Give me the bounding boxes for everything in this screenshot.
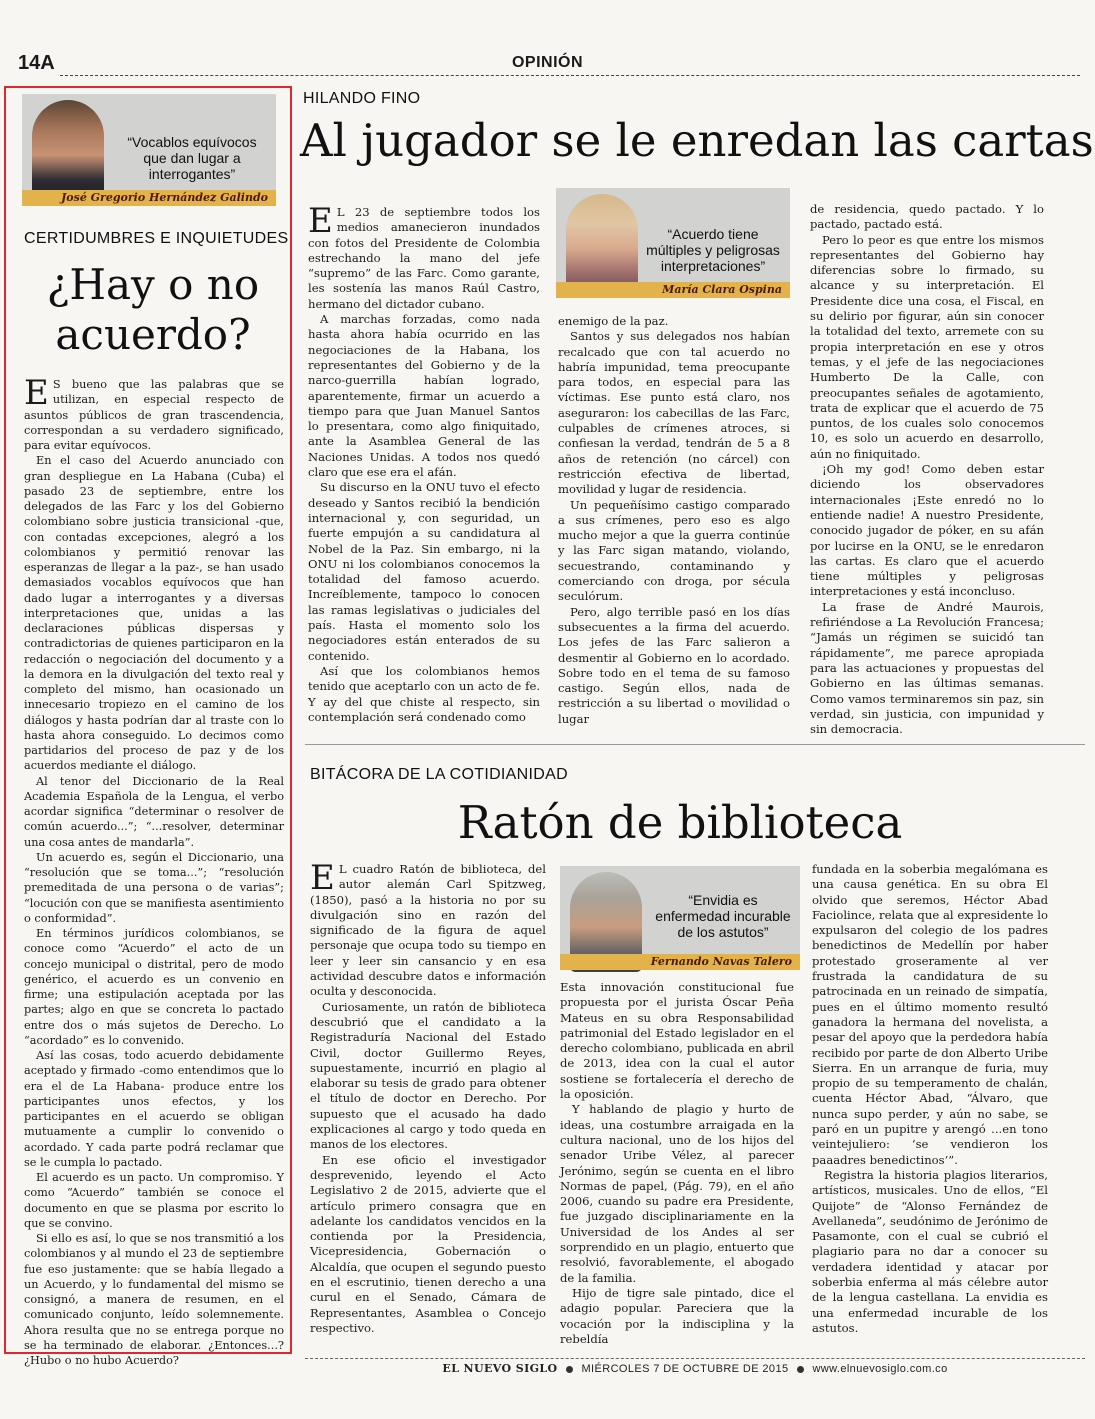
author-portrait (566, 194, 638, 294)
author-byline: José Gregorio Hernández Galindo (22, 190, 276, 206)
drop-cap: E (308, 201, 333, 241)
article-headline: Al jugador se le enredan las cartas (300, 114, 1094, 167)
paragraph: Al tenor del Diccionario de la Real Academia Española de la Lengua, el verbo acordar significa “determinar o resolver de común acuerdo...”; “...resolver, determinar una cosa antes de mandarla”. (24, 774, 284, 849)
paragraph: Así las cosas, todo acuerdo debidamente aceptado y firmado -como entendimos que lo era el de La Habana- produce entre los participantes unos efectos, y los participantes en el acuerdo se obligan mutuamente a cumplir lo convenido o acordado. Y cada parte podrá reclamar que se le cumpla lo pactado. (24, 1049, 284, 1169)
author-portrait (32, 100, 104, 200)
bullet-icon (797, 1366, 804, 1373)
paragraph: Esta innovación constitucional fue propuesta por el jurista Óscar Peña Mateus en su obra Responsabilidad patrimonial del Estado legislador en el derecho colombiano, publicada en abril de 2013, idea con la cual el autor sostiene se fortalecería el derecho de la oposición. (560, 980, 794, 1102)
paragraph: Curiosamente, un ratón de biblioteca descubrió que el candidato a la Registraduría Nacional del Estado Civil, doctor Guillermo Reyes, supuestamente, incurrió en plagio al elaborar su tesis de grado para obtener el título de doctor en Derecho. Por supuesto que el acusado ha dado explicaciones al cargo y todo queda en manos de los electores. (310, 999, 546, 1152)
page-number: 14A (18, 52, 55, 74)
pull-quote: “Acuerdo tiene múltiples y peligrosas interpretaciones” (646, 226, 780, 274)
article-column-2 (558, 314, 790, 736)
paragraph: Pero lo peor es que entre los mismos representantes del Gobierno hay diferencias sobre lo firmado, su alcance y su interpretación. El Presidente dice una cosa, el Fiscal, en su delirio por figurar, aún sin conocer la totalidad del texto, arremete con su propia interpretación en ese y otros temas, y el jefe de las negociaciones Humberto De la Calle, con preocupantes señales de agotamiento, trata de explicar que el acuerdo de 75 puntos, de los cuales solo conocemos 10, es solo un acuerdo en desarrollo, aún no finiquitado. (810, 232, 1044, 461)
article-headline (22, 260, 284, 360)
section-name: OPINIÓN (511, 54, 584, 71)
newspaper-name: EL NUEVO SIGLO (442, 1362, 558, 1375)
paragraph: Santos y sus delegados nos habían recalcado que con tal acuerdo no habría impunidad, tema preocupante para todos, en especial para las víctimas. Ese punto está claro, nos aseguraron: los cabecillas de las Farc, culpables de crímenes atroces, si confiesan la verdad, tendrán de 5 a 8 años de retención (no cárcel) con restricción efectiva de libertad, movilidad y lugar de residencia. (558, 329, 790, 497)
paragraph: En términos jurídicos colombianos, se conoce como “Acuerdo” el acto de un concejo municipal o distrital, pero de modo genérico, el acuerdo es un convenio en firme; una estipulación aceptada por las partes; algo en que se concreta lo pactado entre dos o más sujetos de Derecho. Lo “acordado” es lo convenido. (24, 927, 284, 1047)
author-byline: Fernando Navas Talero (560, 954, 800, 970)
paragraph: E L 23 de septiembre todos los medios amanecieron inundados con fotos del Presidente de Colombia estrechando la mano del jefe “supremo” de las Farc. Como garante, les sostenía las manos Raúl Castro, hermano del dictador cubano. (308, 201, 540, 311)
website-url: www.elnuevosiglo.com.co (812, 1363, 948, 1375)
headline-line-1: ¿Hay o no (46, 260, 260, 309)
column-kicker: BITÁCORA DE LA COTIDIANIDAD (310, 766, 568, 783)
author-photo-card (560, 866, 800, 970)
article-column-3 (812, 862, 1048, 1344)
paragraph: ¡Oh my god! Como deben estar diciendo los observadores internacionales ¡Este enredó no lo entiende nadie! A nuestro Presidente, conocido jugador de póker, en su afán por lucirse en la ONU, se le enredaron las cartas. Es claro que el acuerdo tiene múltiples y peligrosas interpretaciones y está inconcluso. (810, 462, 1044, 599)
author-byline: María Clara Ospina (556, 282, 790, 298)
article-column-1 (310, 858, 546, 1342)
column-kicker: HILANDO FINO (303, 90, 421, 107)
article-column-2 (560, 980, 794, 1346)
paragraph: Así que los colombianos hemos tenido que aceptarlo con un acto de fe. Y ay del que chiste al respecto, sin contemplación será condenado como (308, 663, 540, 724)
paragraph: Pero, algo terrible pasó en los días subsecuentes a la firma del acuerdo. Los jefes de las Farc salieron a desmentir al Gobierno en lo acordado. Sobre todo en el tema de su famoso castigo. Según ellos, nada de restricción a su libertad o movilidad o lugar (558, 604, 790, 726)
drop-cap: E (24, 373, 49, 413)
paragraph: Un pequeñísimo castigo comparado a sus crímenes, pero eso es algo mucho mejor a que la guerra continúe y las Farc sigan matando, violando, secuestrando, contaminando y comerciando con droga, por sécula seculórum. (558, 497, 790, 604)
paragraph: Registra la historia plagios literarios, artísticos, musicales. Uno de ellos, “El Quijote” de “Alonso Fernández de Avellaneda”, seudónimo de Jerónimo de Pasamonte, con el cual se cubrió el plagiario para no dar a conocer su verdadera identidad y atacar por soberbia enferma al más célebre autor de la lengua castellana. La envidia es una enfermedad incurable de los astutos. (812, 1167, 1048, 1335)
paragraph: E L cuadro Ratón de biblioteca, del autor alemán Carl Spitzweg, (1850), pasó a la historia no por su divulgación sino en razón del significado de la figura de aquel personaje que ocupa todo su tiempo en leer y leer sin cansancio y en esa actividad descubre datos e información oculta y desconocida. (310, 858, 546, 999)
paragraph: Y hablando de plagio y hurto de ideas, una costumbre arraigada en la cultura nacional, uno de los hijos del senador Uribe Vélez, al parecer Jerónimo, según se cuenta en el libro Normas de papel, (Pág. 79), en el año 2006, cuando su padre era Presidente, fue juzgado disciplinariamente en la Universidad de los Andes al ser sorprendido en un plagio, entuerto que resolvió, favorablemente, el abogado de la familia. (560, 1102, 794, 1285)
paragraph: Su discurso en la ONU tuvo el efecto deseado y Santos recibió la bendición internacional y, con seguridad, un fuerte empujón a su candidatura al Nobel de la Paz. Sin embargo, ni la ONU ni los colombianos conocemos la totalidad del famoso acuerdo. Increíblemente, tampoco lo conocen las ramas legislativas o judiciales del país. Hasta el momento solo los negociadores están enterados de su contenido. (308, 480, 540, 663)
author-photo-card (556, 188, 790, 298)
paragraph: Un acuerdo es, según el Diccionario, una “resolución que se toma...”; “resolución premeditada de una persona o de varias”; “locución con que se manifiesta asentimiento o conformidad”. (24, 850, 284, 925)
paragraph: En ese oficio el investigador desprevenido, leyendo el Acto Legislativo 2 de 2015, advierte que el artículo primero consagra que en adelante los candidatos vencidos en la contienda por la Presidencia, Vicepresidencia, Gobernación o Alcaldía, que ocupen el segundo puesto en el escrutinio, tienen derecho a una curul en el Senado, Cámara de Representantes, Asamblea o Concejo respectivo. (310, 1152, 546, 1335)
paragraph: El acuerdo es un pacto. Un compromiso. Y como “Acuerdo” también se conoce el documento en que se plasma por escrito lo que se convino. (24, 1171, 284, 1230)
issue-date: MIÉRCOLES 7 DE OCTUBRE DE 2015 (581, 1363, 789, 1375)
paragraph: fundada en la soberbia megalómana es una causa genética. En su obra El olvido que seremos, Héctor Abad Faciolince, relata que al expresidente lo expulsaron del colegio de los padres benedictinos de Medellín por haber protestado groseramente al ver frustrada la candidatura de su patrocinada en un reinado de simpatía, pues en el último momento resultó ganadora la hermana del novelista, a pesar del apoyo que la perdedora había recibido por parte de don Alberto Uribe Sierra. En un arranque de furia, muy propio de su temperamento de chalán, cuenta Héctor Abad, “Álvaro, que nunca supo perder, y aún no sabe, se paró en un pupitre y arengó ...en tono veintejuliero: ‘se vendieron los paaadres benedictinos’”. (812, 862, 1048, 1167)
pull-quote: “Vocablos equívocos que dan lugar a interrogantes” (127, 134, 257, 182)
footer-rule (305, 1358, 1085, 1359)
column-kicker: CERTIDUMBRES E INQUIETUDES (24, 230, 289, 247)
article-column-1 (308, 201, 540, 735)
paragraph: Hijo de tigre sale pintado, dice el adagio popular. Pareciera que la vocación por la indisciplina y la rebeldía (560, 1285, 794, 1346)
paragraph: Si ello es así, lo que se nos transmitió a los colombianos y al mundo el 23 de septiembre fue eso justamente: que se había llegado a un Acuerdo, y lo fundamental del mismo se consignó, a manera de resumen, en el comunicado conjunto, leído solemnemente. Ahora resulta que no se entrega porque no se ha terminado de elaborar. ¿Entonces...? ¿Hubo o no hubo Acuerdo? (24, 1232, 284, 1367)
section-divider (305, 744, 1085, 745)
paragraph: La frase de André Maurois, refiriéndose a La Revolución Francesa; “Jamás un régimen se suicidó tan rápidamente”, me parece apropiada para las actuaciones y propuestas del Gobierno en las últimas semanas. Como vamos terminaremos sin paz, sin verdad, sin justicia, con impunidad y sin democracia. (810, 599, 1044, 737)
top-rule (60, 75, 1080, 76)
article-body (24, 373, 284, 1367)
pull-quote: “Envidia es enfermedad incurable de los astutos” (655, 892, 791, 940)
paragraph: E S bueno que las palabras que se utilizan, en especial respecto de asuntos públicos de gran trascendencia, correspondan a su verdadero significado, para evitar equívocos. (24, 373, 284, 452)
author-photo-card (22, 94, 276, 206)
article-headline: Ratón de biblioteca (457, 796, 903, 849)
paragraph: de residencia, quedo pactado. Y lo pactado, pactado está. (810, 202, 1044, 232)
article-column-3 (810, 202, 1044, 736)
paragraph: enemigo de la paz. (558, 314, 669, 328)
paragraph: En el caso del Acuerdo anunciado con gran despliegue en La Habana (Cuba) el pasado 23 de septiembre, entre los delegados de las Farc y los del Gobierno colombiano sobre justicia transicional -que, con contadas excepciones, alegró a los colombianos y permitió renovar las esperanzas de llegar a la paz-, se han usado demasiados vocablos equívocos que han dado lugar a interrogantes y a diversas interpretaciones que, unidas a las declaraciones públicas dispersas y contradictorias de quienes participaron en la redacción o negociación del documento y a la demora en la divulgación del texto real y completo del mismo, han ocasionado un innecesario tropiezo en el camino de los diálogos y hasta podrían dar al traste con lo hasta ahora conseguido. Lo decimos como partidarios del proceso de paz y de los acuerdos mediante el diálogo. (24, 454, 284, 773)
bullet-icon (566, 1366, 573, 1373)
paragraph: A marchas forzadas, como nada hasta ahora había ocurrido en las negociaciones de la Habana, los representantes del Gobierno y de la narco-guerrilla habían logrado, aparentemente, firmar un acuerdo a tiempo para que Juan Manuel Santos lo presentara, como algo finiquitado, ante la Asamblea General de las Naciones Unidas. A todos nos quedó claro que ese era el afán. (308, 312, 540, 480)
drop-cap: E (310, 858, 335, 898)
headline-line-2: acuerdo? (55, 310, 251, 359)
page-footer (305, 1362, 1085, 1375)
